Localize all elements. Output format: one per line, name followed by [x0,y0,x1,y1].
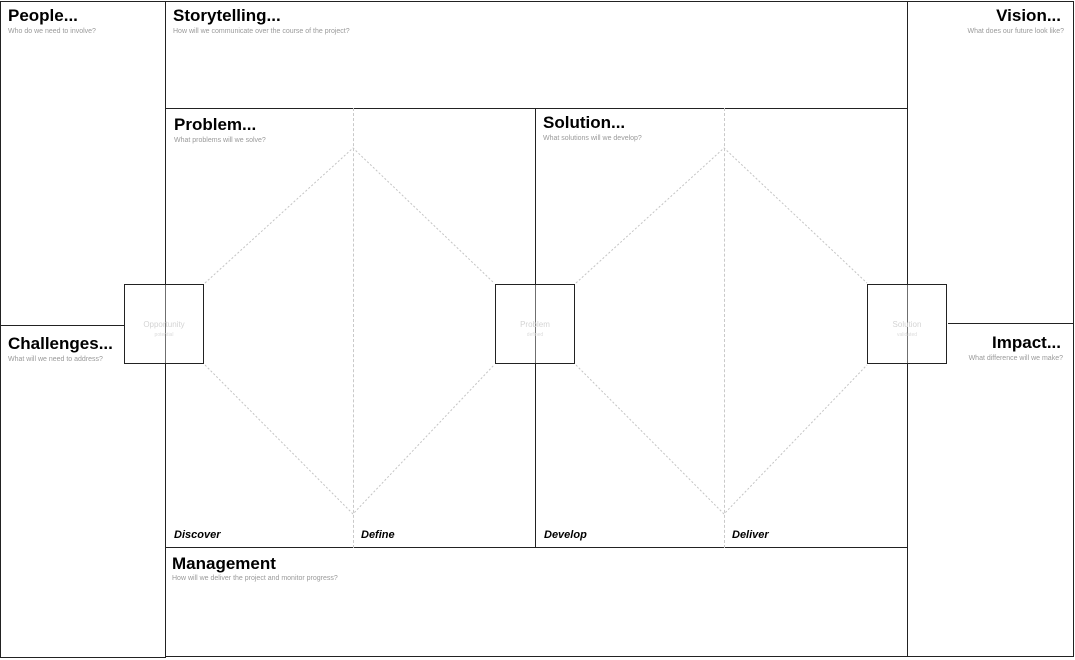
impact-title: Impact... [992,333,1061,352]
impact-subtitle: What difference will we make? [968,355,1063,362]
problem-title: Problem... [174,115,257,134]
storytelling-subtitle: How will we communicate over the course of the project? [173,28,350,35]
vision-subtitle: What does our future look like? [967,28,1064,35]
opportunity-box [124,284,204,364]
phase-deliver: Deliver [732,529,769,541]
problem-box [495,284,575,364]
challenges-subtitle: What will we need to address? [8,356,103,363]
problem-subtitle: What problems will we solve? [174,137,266,144]
storytelling-title: Storytelling... [173,6,281,25]
solution-title: Solution... [543,113,626,132]
phase-develop: Develop [544,529,587,541]
people-subtitle: Who do we need to involve? [8,28,96,35]
opportunity-box-label: Opportunity [143,320,185,329]
solution-box-sublabel: validated [896,332,917,338]
challenges-title: Challenges... [8,334,113,353]
management-title: Management [172,554,276,573]
phase-discover: Discover [174,529,221,541]
problem-box-sublabel: defined [526,332,544,338]
phase-define: Define [361,529,395,541]
solution-box [867,284,947,364]
vision-title: Vision... [996,6,1061,25]
opportunity-box-sublabel: potential [154,332,174,338]
solution-subtitle: What solutions will we develop? [543,135,642,142]
problem-box-label: Problem [520,320,550,329]
solution-box-label: Solution [892,320,922,329]
people-title: People... [8,6,78,25]
management-subtitle: How will we deliver the project and monitor progress? [172,575,338,582]
